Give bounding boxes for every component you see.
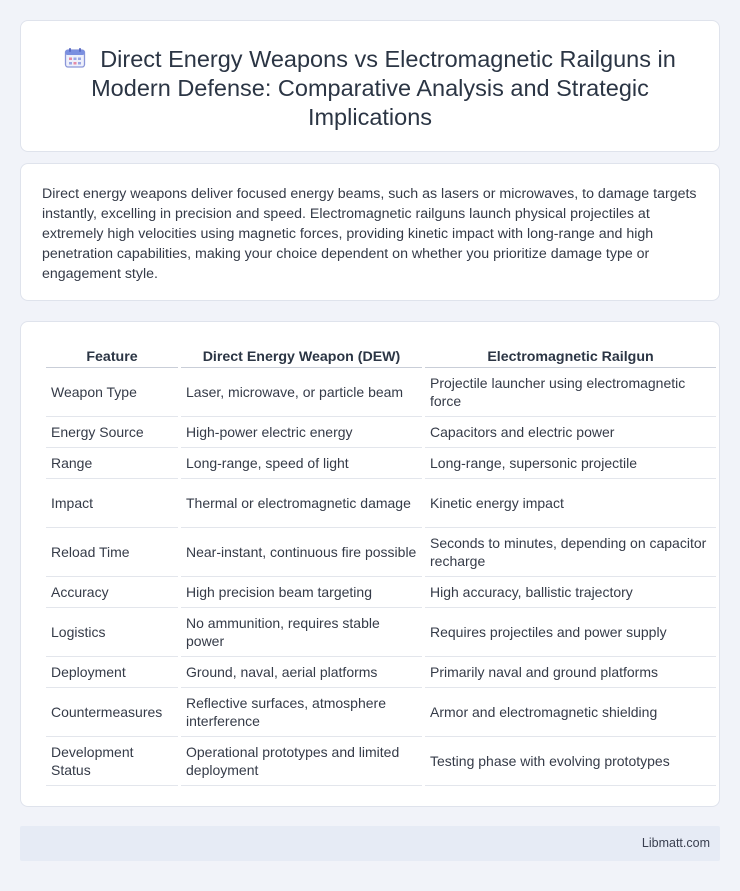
railgun-cell: Projectile launcher using electromagnetic force <box>425 368 716 417</box>
comparison-table <box>43 344 719 786</box>
dew-cell: High precision beam targeting <box>181 577 422 608</box>
feature-cell: Range <box>46 448 178 479</box>
header-dew: Direct Energy Weapon (DEW) <box>181 344 422 368</box>
dew-cell: Ground, naval, aerial platforms <box>181 657 422 688</box>
railgun-cell: Requires projectiles and power supply <box>425 608 716 657</box>
railgun-cell: Capacitors and electric power <box>425 417 716 448</box>
table-row <box>46 417 716 448</box>
feature-cell: Weapon Type <box>46 368 178 417</box>
dew-cell: Thermal or electromagnetic damage <box>181 479 422 528</box>
page-title-text: Direct Energy Weapons vs Electromagnetic Railguns in Modern Defense: Comparative Analysis and Strategic Implications <box>91 46 676 130</box>
railgun-cell: Primarily naval and ground platforms <box>425 657 716 688</box>
railgun-cell: Armor and electromagnetic shielding <box>425 688 716 737</box>
dew-cell: Near-instant, continuous fire possible <box>181 528 422 577</box>
intro-paragraph: Direct energy weapons deliver focused energy beams, such as lasers or microwaves, to damage targets instantly, excelling in precision and speed. Electromagnetic railguns launch physical projectiles at extremely high velocities using magnetic forces, providing kinetic impact with long-range and high penetration capabilities, making your choice dependent on whether you prioritize damage type or engagement style. <box>42 186 697 282</box>
intro-card <box>20 163 720 301</box>
feature-cell: Logistics <box>46 608 178 657</box>
table-row <box>46 737 716 786</box>
table-row <box>46 577 716 608</box>
footer-source-link[interactable]: Libmatt.com <box>641 836 710 850</box>
dew-cell: No ammunition, requires stable power <box>181 608 422 657</box>
dew-cell: High-power electric energy <box>181 417 422 448</box>
feature-cell: Countermeasures <box>46 688 178 737</box>
table-row <box>46 448 716 479</box>
dew-cell: Operational prototypes and limited deployment <box>181 737 422 786</box>
title-card <box>20 20 720 152</box>
table-row <box>46 608 716 657</box>
feature-cell: Accuracy <box>46 577 178 608</box>
footer-bar <box>20 826 720 861</box>
feature-cell: Reload Time <box>46 528 178 577</box>
dew-cell: Reflective surfaces, atmosphere interference <box>181 688 422 737</box>
comparison-table-card <box>20 321 720 807</box>
table-header-row <box>46 344 716 368</box>
page-title <box>51 45 689 132</box>
dew-cell: Long-range, speed of light <box>181 448 422 479</box>
railgun-cell: Kinetic energy impact <box>425 479 716 528</box>
railgun-cell: Testing phase with evolving prototypes <box>425 737 716 786</box>
header-railgun: Electromagnetic Railgun <box>425 344 716 368</box>
railgun-cell: Long-range, supersonic projectile <box>425 448 716 479</box>
table-row <box>46 528 716 577</box>
table-row <box>46 479 716 528</box>
table-row <box>46 368 716 417</box>
table-row <box>46 657 716 688</box>
feature-cell: Deployment <box>46 657 178 688</box>
dew-cell: Laser, microwave, or particle beam <box>181 368 422 417</box>
railgun-cell: High accuracy, ballistic trajectory <box>425 577 716 608</box>
feature-cell: Energy Source <box>46 417 178 448</box>
feature-cell: Development Status <box>46 737 178 786</box>
calendar-icon <box>64 47 86 69</box>
railgun-cell: Seconds to minutes, depending on capacitor recharge <box>425 528 716 577</box>
table-row <box>46 688 716 737</box>
feature-cell: Impact <box>46 479 178 528</box>
header-feature: Feature <box>46 344 178 368</box>
